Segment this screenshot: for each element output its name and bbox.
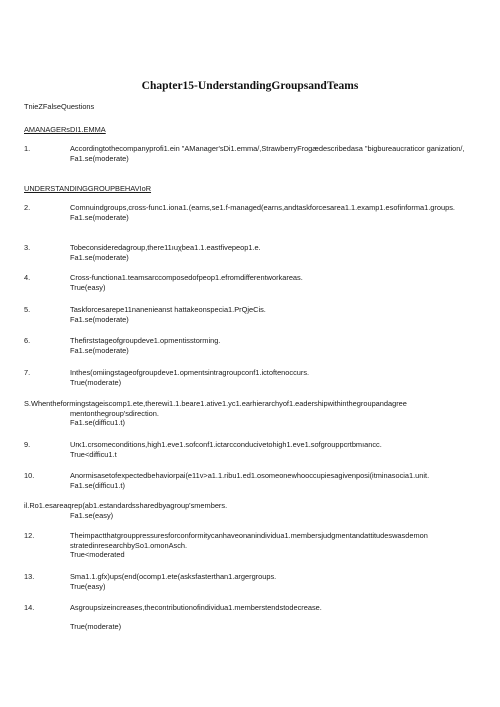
question-answer: Fa1.se(moderate) <box>70 212 129 222</box>
question-answer: Fa1.se(easy) <box>70 510 114 520</box>
question-answer: Fa1.se(moderate) <box>70 252 129 262</box>
question-text: Ro1.esareaqrep(ab1.estandardssharedbyagroup'smembers. <box>29 501 228 510</box>
section-heading-group-behavior: UNDERSTANDINGGROUPBEHAVIoR <box>24 184 152 193</box>
question-number: 6. <box>24 336 31 345</box>
question-text: Anormisasetofexpectedbehaviorpai(e11v>a1.1.ribu1.ed1.osomeonewhooccupiesagivenposi(itminasocia1.unit. <box>70 471 430 480</box>
question-text: Theimpactthatgrouppressuresforconformitycanhaveonanindividua1.membersjudgmentandattitudeswasdemon stratedinresearchbySo1.omonAsch. <box>70 531 428 550</box>
question-answer: True(moderate) <box>70 621 122 631</box>
section-subtitle: TnieZFalseQuestions <box>24 102 95 111</box>
question-number: 4. <box>24 273 31 282</box>
question-text: Taskforcesarepe11nanenieanst hattakeonspecia1.PrQjeCis. <box>70 305 266 314</box>
question-number: 2. <box>24 203 31 212</box>
question-number: 12. <box>24 531 35 540</box>
question-answer: Fa1.se(difficu1.t) <box>70 480 125 490</box>
question-answer: True(easy) <box>70 581 106 591</box>
section-heading-dilemma: AMANAGERsDI1.EMMA <box>24 125 106 134</box>
question-text: Comnuindgroups,cross-func1.iona1.(earns,se1.f-managed(earns,andtaskforcesarea1.1.examp1.esofinforma1.groups. <box>70 203 455 212</box>
question-number: 10. <box>24 471 35 480</box>
question-text: Tobeconsideredagroup,there11ıuχbea1.1.eastfivepeop1.e. <box>70 243 261 252</box>
question-text: Inthes(omiingstageofgroupdeve1.opmentsintragroupconf1.ictoftenoccurs. <box>70 368 310 377</box>
question-number: 7. <box>24 368 31 377</box>
question-answer: True(moderate) <box>70 377 122 387</box>
question-text: Accordingtothecompanyprofi1.ein "AManager'sDi1.emma/,StrawberryFrogædescribedasa "bigbureaucraticor ganization/, <box>70 144 465 153</box>
question-number: 1. <box>24 144 31 153</box>
question-answer: Fa1.se(difficu1.t) <box>70 418 125 428</box>
question-answer: Fa1.se(moderate) <box>70 314 129 324</box>
question-answer: True(easy) <box>70 282 106 292</box>
question-number: S. <box>24 399 31 408</box>
question-number: 3. <box>24 243 31 252</box>
question-answer: Fa1.se(moderate) <box>70 345 129 355</box>
question-text-continued: mentonthegroup'sdirection. <box>70 408 159 418</box>
question-answer: True<moderated <box>70 550 125 560</box>
question-text: Whentheformingstageiscomp1.ete,therewi1.1.beare1.ative1.yc1.earhierarchyof1.eadershipwithinthegroupandagree <box>30 399 407 408</box>
question-number: il. <box>24 501 30 510</box>
page-title: Chapter15-UnderstandingGroupsandTeams <box>141 80 359 92</box>
question-text: Cross-functiona1.teamsarccomposedofpeop1.efromdifferentworkareas. <box>70 273 303 282</box>
question-text: Sma1.1.gfx)ups(end(ocomp1.ete(asksfasterthan1.argergroups. <box>70 572 277 581</box>
question-number: 13. <box>24 572 35 581</box>
question-number: 14. <box>24 603 35 612</box>
question-text: Urκ1.crsomeconditions,high1.eve1.sofconf1.ictarcconducivetohigh1.eve1.sofgrouppсrtbmıancc. <box>70 440 382 449</box>
question-text: Asgroupsizeincreases,thecontributionofindividua1.memberstendstodecrease. <box>70 603 322 612</box>
question-text: Thefirststageofgroupdeve1.opmentisstorming. <box>70 336 221 345</box>
question-number: 5. <box>24 305 31 314</box>
question-answer: True<difficu1.t <box>70 449 117 459</box>
question-number: 9. <box>24 440 31 449</box>
question-answer: Fa1.se(moderate) <box>70 153 129 163</box>
